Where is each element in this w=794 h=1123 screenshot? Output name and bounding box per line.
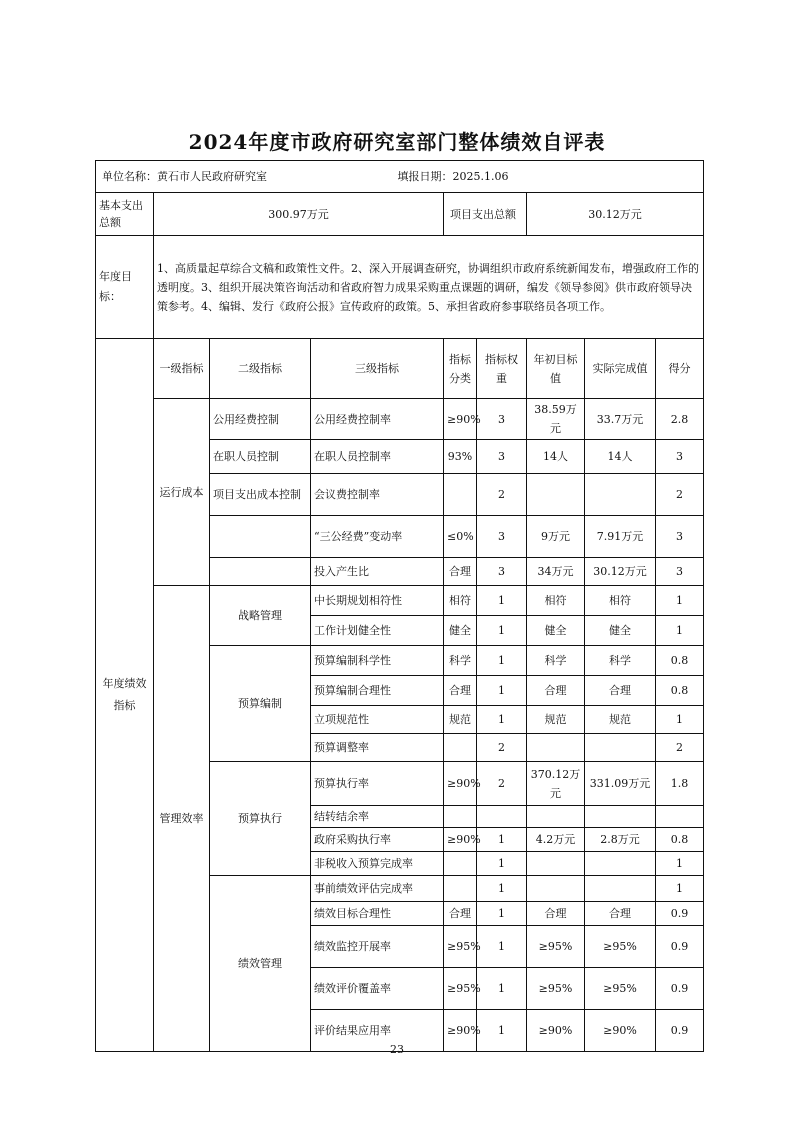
- level1-running-cost: 运行成本: [154, 399, 210, 586]
- indicator-score: 3: [656, 440, 704, 474]
- col-header: 实际完成值: [585, 339, 656, 399]
- indicator-name: 立项规范性: [311, 706, 444, 734]
- indicator-type: [444, 806, 477, 828]
- indicator-name: 公用经费控制率: [311, 399, 444, 440]
- indicator-target: 规范: [527, 706, 585, 734]
- indicator-actual: 合理: [585, 676, 656, 706]
- budget-row: [96, 193, 704, 236]
- indicator-type: ≥95%: [444, 926, 477, 968]
- indicator-actual: 33.7万元: [585, 399, 656, 440]
- col-header: 二级指标: [210, 339, 311, 399]
- indicator-score: 0.9: [656, 926, 704, 968]
- level2-empty: [210, 516, 311, 558]
- indicator-target: [527, 852, 585, 876]
- indicator-name: 结转结余率: [311, 806, 444, 828]
- indicator-name: 事前绩效评估完成率: [311, 876, 444, 902]
- indicator-score: 1: [656, 706, 704, 734]
- indicator-actual: 规范: [585, 706, 656, 734]
- indicator-score: 1.8: [656, 762, 704, 806]
- indicator-score: 2.8: [656, 399, 704, 440]
- indicator-actual: 30.12万元: [585, 558, 656, 586]
- indicator-actual: ≥90%: [585, 1010, 656, 1052]
- indicator-type: ≥90%: [444, 399, 477, 440]
- indicator-actual: 331.09万元: [585, 762, 656, 806]
- indicator-target: ≥95%: [527, 926, 585, 968]
- indicator-score: 1: [656, 876, 704, 902]
- indicator-weight: 1: [477, 616, 527, 646]
- indicator-name: 非税收入预算完成率: [311, 852, 444, 876]
- indicator-score: 1: [656, 852, 704, 876]
- indicator-name: 投入产生比: [311, 558, 444, 586]
- section-label: 年度绩效指标: [96, 339, 154, 1052]
- indicator-name: 绩效目标合理性: [311, 902, 444, 926]
- indicator-actual: 2.8万元: [585, 828, 656, 852]
- indicator-target: [527, 806, 585, 828]
- indicator-type: 合理: [444, 902, 477, 926]
- indicator-name: 会议费控制率: [311, 474, 444, 516]
- indicator-target: 相符: [527, 586, 585, 616]
- indicator-type: ≥90%: [444, 762, 477, 806]
- level2-budgeting: 预算编制: [210, 646, 311, 762]
- goal-text: 1、高质量起草综合文稿和政策性文件。2、深入开展调查研究，协调组织市政府系统新闻发布，增强政府工作的透明度。3、组织开展决策咨询活动和省政府智力成果采购重点课题的调研，编发《领导参阅》供市政府领导决策参考。4、编辑、发行《政府公报》宣传政府的政策。5、承担省政府参事联络员各项工作。: [154, 236, 704, 339]
- indicator-score: 3: [656, 558, 704, 586]
- col-header: 三级指标: [311, 339, 444, 399]
- indicator-weight: 2: [477, 734, 527, 762]
- indicator-score: 2: [656, 734, 704, 762]
- indicator-type: 健全: [444, 616, 477, 646]
- indicator-type: [444, 474, 477, 516]
- unit-label: 单位名称：: [102, 170, 157, 183]
- indicator-type: 相符: [444, 586, 477, 616]
- indicator-actual: ≥95%: [585, 968, 656, 1010]
- indicator-name: “三公经费”变动率: [311, 516, 444, 558]
- col-header: 得分: [656, 339, 704, 399]
- indicator-weight: 1: [477, 586, 527, 616]
- basic-value: 300.97万元: [154, 193, 444, 236]
- indicator-weight: 1: [477, 926, 527, 968]
- indicator-score: 1: [656, 586, 704, 616]
- page-number: 23: [390, 1043, 404, 1056]
- indicator-score: [656, 806, 704, 828]
- indicator-weight: 3: [477, 399, 527, 440]
- indicator-score: 0.9: [656, 968, 704, 1010]
- indicator-actual: 合理: [585, 902, 656, 926]
- indicator-score: 1: [656, 616, 704, 646]
- basic-label: 基本支出总额: [96, 193, 154, 236]
- header-row: [96, 161, 704, 193]
- indicator-weight: 2: [477, 762, 527, 806]
- indicator-target: [527, 734, 585, 762]
- indicator-actual: ≥95%: [585, 926, 656, 968]
- level2-empty: [210, 558, 311, 586]
- indicator-actual: 14人: [585, 440, 656, 474]
- table-row: [96, 586, 704, 616]
- col-header: 指标权重: [477, 339, 527, 399]
- indicator-score: 0.8: [656, 828, 704, 852]
- indicator-weight: 1: [477, 1010, 527, 1052]
- indicator-name: 在职人员控制率: [311, 440, 444, 474]
- indicator-target: 健全: [527, 616, 585, 646]
- unit-value: 黄石市人民政府研究室: [157, 170, 267, 183]
- indicator-target: 34万元: [527, 558, 585, 586]
- indicator-target: ≥90%: [527, 1010, 585, 1052]
- indicator-weight: 3: [477, 440, 527, 474]
- column-header-row: [96, 339, 704, 399]
- indicator-target: [527, 474, 585, 516]
- indicator-type: ≤0%: [444, 516, 477, 558]
- indicator-weight: 1: [477, 706, 527, 734]
- indicator-type: 合理: [444, 558, 477, 586]
- indicator-actual: 7.91万元: [585, 516, 656, 558]
- level2-performance: 绩效管理: [210, 876, 311, 1052]
- col-header: 一级指标: [154, 339, 210, 399]
- indicator-weight: 3: [477, 516, 527, 558]
- table-row: [96, 399, 704, 440]
- indicator-score: 0.9: [656, 902, 704, 926]
- goal-label: 年度目标：: [96, 236, 154, 339]
- indicator-name: 政府采购执行率: [311, 828, 444, 852]
- col-header: 指标分类: [444, 339, 477, 399]
- indicator-name: 预算执行率: [311, 762, 444, 806]
- level2-execution: 预算执行: [210, 762, 311, 876]
- level1-management: 管理效率: [154, 586, 210, 1052]
- indicator-weight: 1: [477, 646, 527, 676]
- indicator-type: ≥90%: [444, 1010, 477, 1052]
- project-label: 项目支出总额: [444, 193, 527, 236]
- indicator-weight: 1: [477, 852, 527, 876]
- indicator-name: 绩效评价覆盖率: [311, 968, 444, 1010]
- indicator-actual: [585, 852, 656, 876]
- indicator-weight: 1: [477, 676, 527, 706]
- indicator-target: 4.2万元: [527, 828, 585, 852]
- indicator-actual: [585, 734, 656, 762]
- indicator-type: 科学: [444, 646, 477, 676]
- performance-table: [95, 160, 704, 1052]
- header-cell: [96, 161, 704, 193]
- indicator-actual: [585, 474, 656, 516]
- indicator-type: [444, 852, 477, 876]
- indicator-score: 0.9: [656, 1010, 704, 1052]
- level2-staff: 在职人员控制: [210, 440, 311, 474]
- indicator-name: 评价结果应用率: [311, 1010, 444, 1052]
- level2-public-funds: 公用经费控制: [210, 399, 311, 440]
- indicator-weight: 2: [477, 474, 527, 516]
- indicator-target: 14人: [527, 440, 585, 474]
- indicator-score: 2: [656, 474, 704, 516]
- indicator-target: [527, 876, 585, 902]
- indicator-target: 合理: [527, 902, 585, 926]
- indicator-weight: [477, 806, 527, 828]
- indicator-target: 科学: [527, 646, 585, 676]
- indicator-weight: 1: [477, 902, 527, 926]
- indicator-name: 工作计划健全性: [311, 616, 444, 646]
- indicator-target: 370.12万元: [527, 762, 585, 806]
- indicator-type: 规范: [444, 706, 477, 734]
- indicator-name: 预算编制科学性: [311, 646, 444, 676]
- indicator-name: 预算调整率: [311, 734, 444, 762]
- date-label: 填报日期：: [397, 170, 453, 183]
- indicator-target: 9万元: [527, 516, 585, 558]
- indicator-weight: 1: [477, 876, 527, 902]
- indicator-type: 合理: [444, 676, 477, 706]
- indicator-target: 合理: [527, 676, 585, 706]
- indicator-name: 预算编制合理性: [311, 676, 444, 706]
- indicator-actual: 相符: [585, 586, 656, 616]
- indicator-type: [444, 734, 477, 762]
- indicator-type: 93%: [444, 440, 477, 474]
- indicator-actual: 健全: [585, 616, 656, 646]
- date-value: 2025.1.06: [452, 170, 509, 183]
- col-header: 年初目标值: [527, 339, 585, 399]
- indicator-score: 0.8: [656, 676, 704, 706]
- indicator-actual: 科学: [585, 646, 656, 676]
- page-title: 2024年度市政府研究室部门整体绩效自评表: [188, 130, 606, 154]
- indicator-name: 绩效监控开展率: [311, 926, 444, 968]
- indicator-name: 中长期规划相符性: [311, 586, 444, 616]
- indicator-type: [444, 876, 477, 902]
- level2-project-cost: 项目支出成本控制: [210, 474, 311, 516]
- indicator-weight: 1: [477, 828, 527, 852]
- goal-row: [96, 236, 704, 339]
- indicator-actual: [585, 876, 656, 902]
- indicator-weight: 3: [477, 558, 527, 586]
- indicator-type: ≥90%: [444, 828, 477, 852]
- indicator-actual: [585, 806, 656, 828]
- indicator-type: ≥95%: [444, 968, 477, 1010]
- indicator-weight: 1: [477, 968, 527, 1010]
- project-value: 30.12万元: [527, 193, 704, 236]
- indicator-target: 38.59万元: [527, 399, 585, 440]
- indicator-target: ≥95%: [527, 968, 585, 1010]
- indicator-score: 0.8: [656, 646, 704, 676]
- level2-strategy: 战略管理: [210, 586, 311, 646]
- indicator-score: 3: [656, 516, 704, 558]
